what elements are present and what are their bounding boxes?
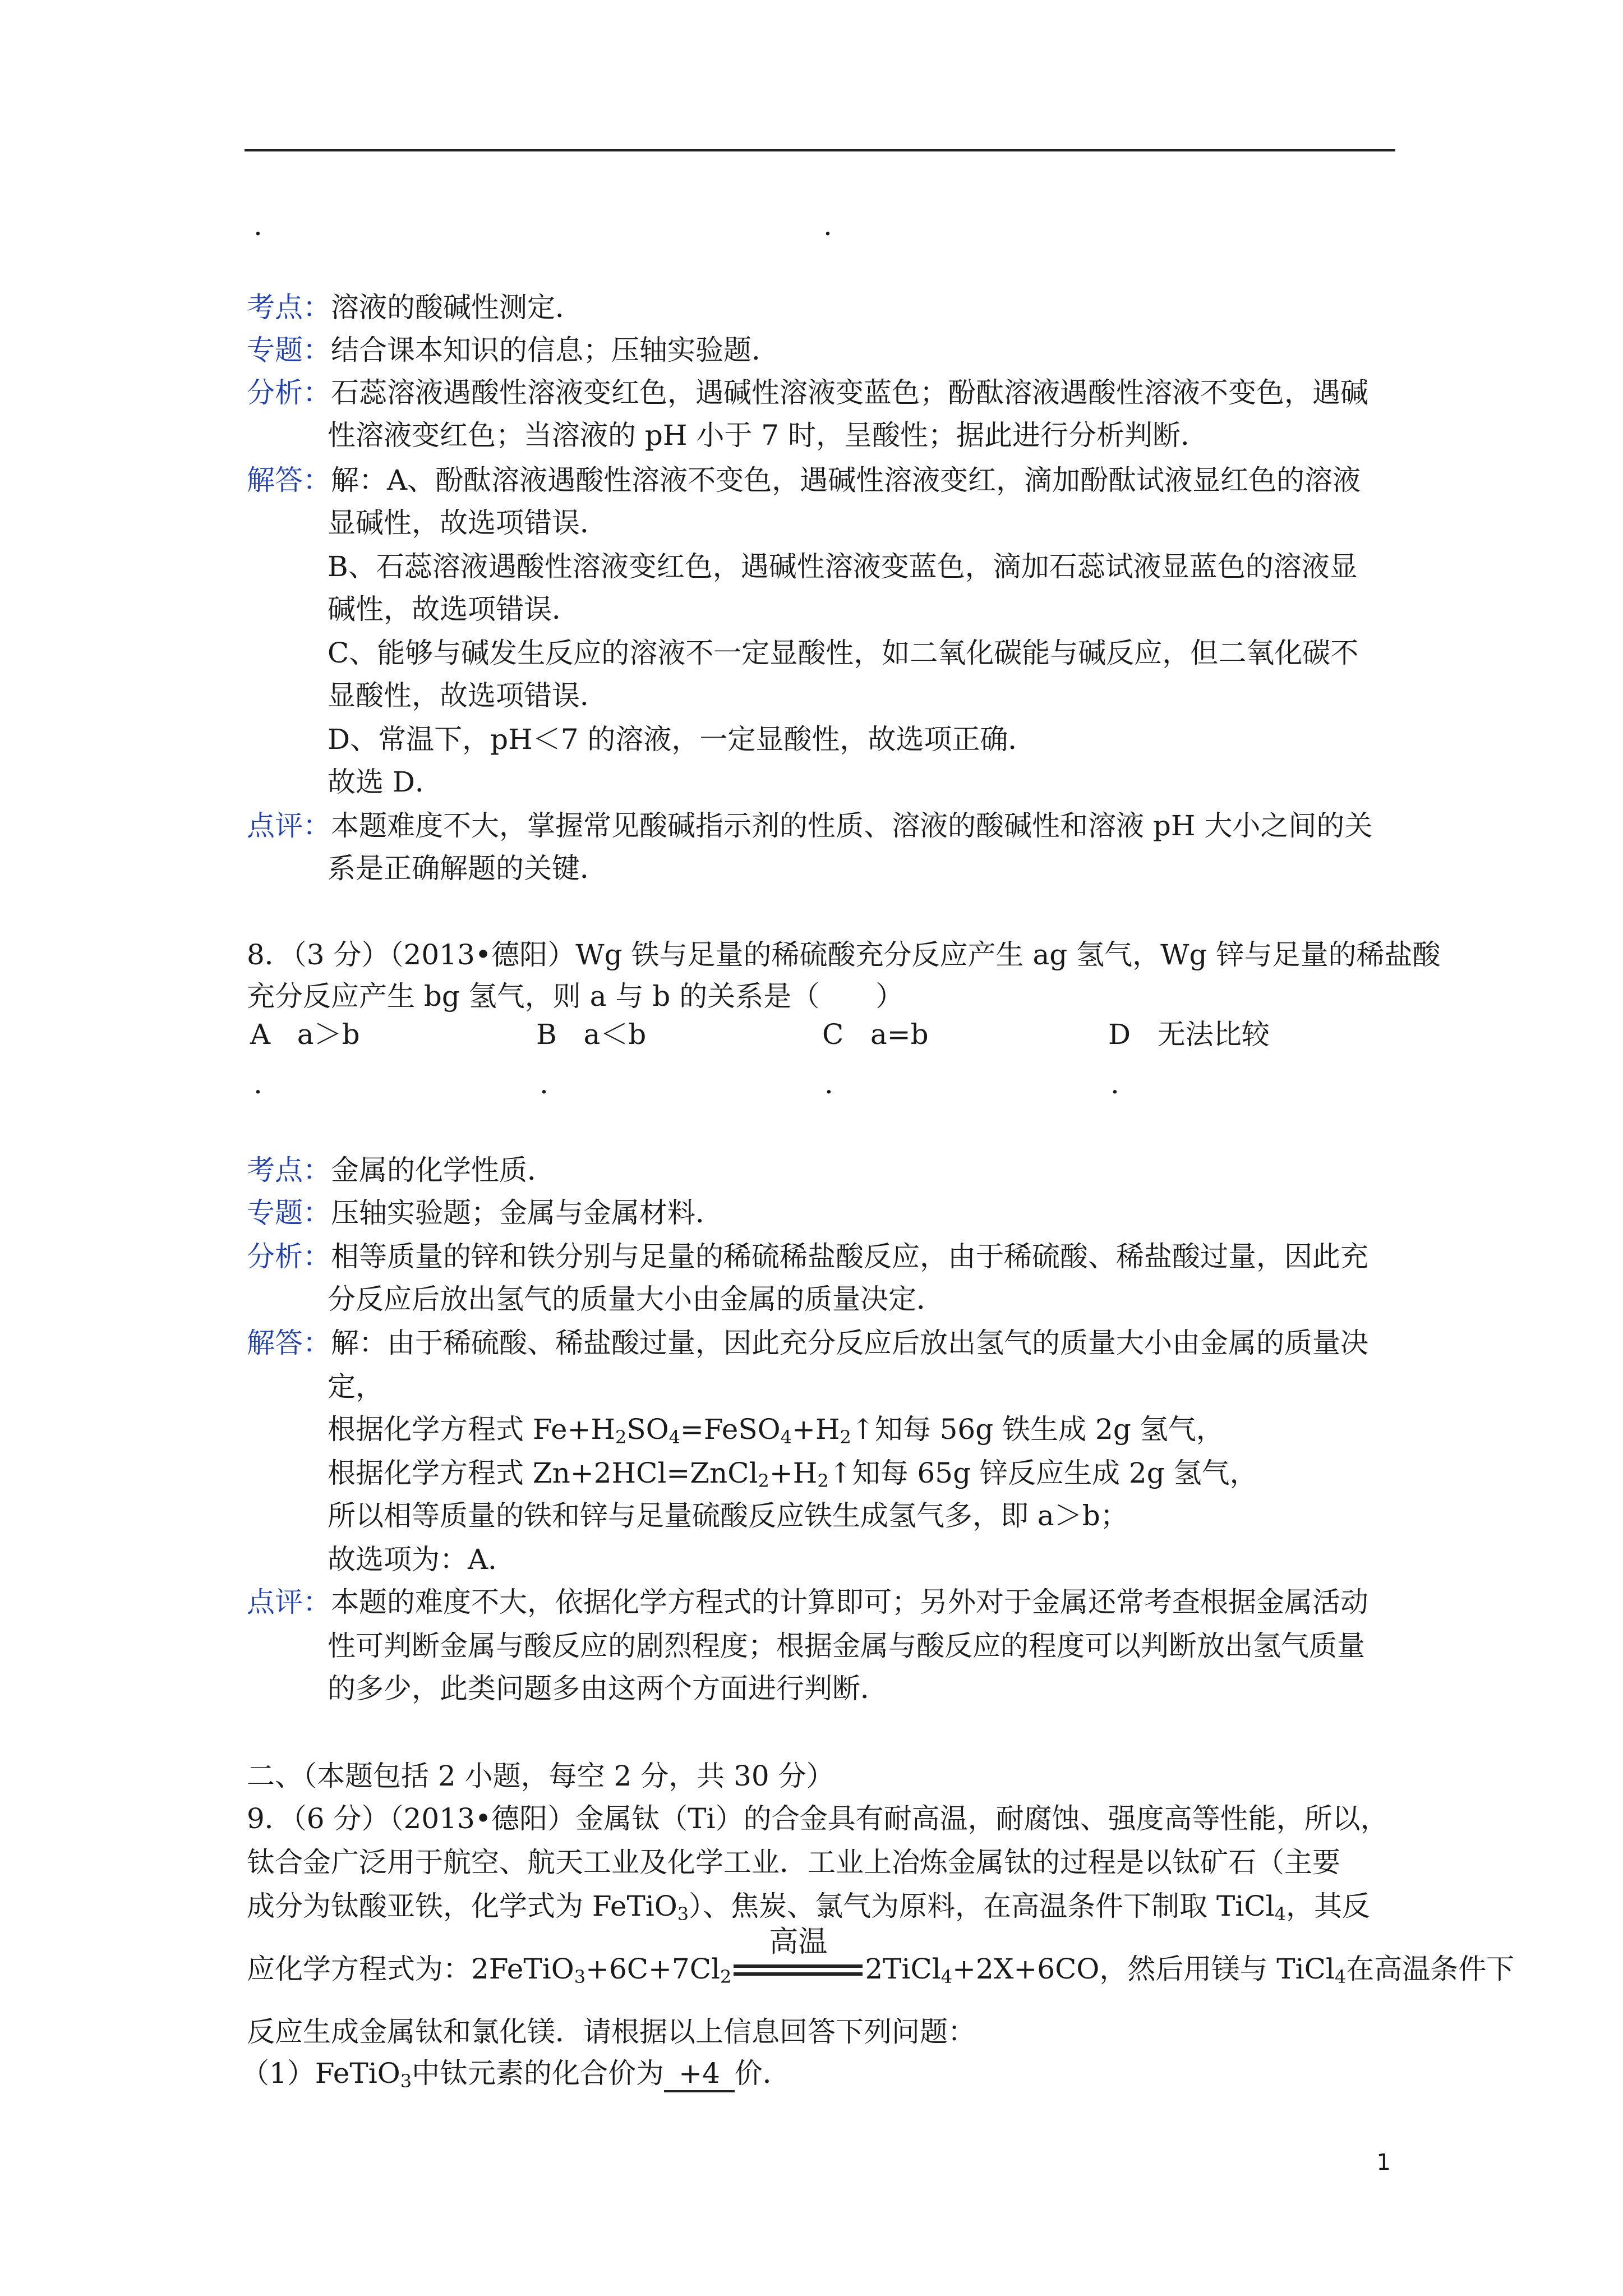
reaction-equation: 应化学方程式为：$2FeTiO_3+6C+7Cl_2$ 高温 2TiCl$_4$+2X+6CO，然后用镁与 TiCl$_4$在高温条件下 bbox=[247, 1925, 1515, 1987]
option-letter: C bbox=[822, 1018, 844, 1051]
kaodian-row bbox=[247, 287, 583, 328]
section-title: 二、（本题包括 2 小题，每空 2 分，共 30 分） bbox=[247, 1760, 834, 1792]
question-stem: 9．（6 分）（2013•德阳）金属钛（Ti）的合金具有耐高温，耐腐蚀、强度高等性能，所以， bbox=[247, 1802, 1389, 1835]
jieda-text: 显碱性，故选项错误． bbox=[328, 507, 608, 539]
jieda-text: 解：A、酚酞溶液遇酸性溶液不变色，遇碱性溶液变红，滴加酚酞试液显红色的溶液 bbox=[331, 464, 1361, 496]
reaction-condition-arrow bbox=[734, 1925, 863, 1982]
jieda-text: 解：由于稀硫酸、稀盐酸过量，因此充分反应后放出氢气的质量大小由金属的质量决 bbox=[331, 1327, 1368, 1359]
jieda-text: 碱性，故选项错误． bbox=[328, 593, 580, 625]
jieda-equation-2: 根据化学方程式 $Zn+2HCl=ZnCl_2+H_2↑$知每 65g 锌反应生成 2g 氢气， bbox=[328, 1457, 1258, 1492]
answer-blank[interactable]: +4 bbox=[664, 2056, 735, 2092]
jieda-label: 解答： bbox=[247, 1327, 331, 1359]
fenxi-text: 分反应后放出氢气的质量大小由金属的质量决定． bbox=[328, 1283, 944, 1315]
option-text: a＜b bbox=[583, 1018, 647, 1051]
dianping-text: 系是正确解题的关键． bbox=[328, 852, 608, 885]
jieda-text: C、能够与碱发生反应的溶液不一定显酸性，如二氧化碳能与碱反应，但二氧化碳不 bbox=[328, 637, 1359, 669]
option-letter: A bbox=[250, 1018, 271, 1051]
option-text: a=b bbox=[870, 1018, 929, 1051]
option-dot: . bbox=[253, 209, 262, 242]
dianping-row bbox=[247, 806, 1372, 846]
zhuanti-text: 结合课本知识的信息；压轴实验题． bbox=[331, 334, 780, 366]
zhuanti-text: 压轴实验题；金属与金属材料． bbox=[331, 1197, 723, 1229]
fenxi-label: 分析： bbox=[247, 1240, 331, 1273]
dianping-text: 的多少，此类问题多由这两个方面进行判断． bbox=[328, 1672, 888, 1705]
option-b[interactable] bbox=[536, 1014, 646, 1055]
option-dot: . bbox=[540, 1068, 548, 1100]
option-a[interactable] bbox=[250, 1014, 360, 1055]
kaodian-row bbox=[247, 1150, 555, 1190]
option-dot: . bbox=[1110, 1068, 1119, 1100]
question-stem: 钛合金广泛用于航空、航天工业及化学工业．工业上冶炼金属钛的过程是以钛矿石（主要 bbox=[247, 1846, 1340, 1879]
question-stem: 成分为钛酸亚铁，化学式为 FeTiO$_3$）、焦炭、氯气为原料，在高温条件下制取 TiCl$_4$，其反 bbox=[247, 1890, 1370, 1925]
zhuanti-label: 专题： bbox=[247, 334, 331, 366]
dianping-text: 本题的难度不大，依据化学方程式的计算即可；另外对于金属还常考查根据金属活动 bbox=[331, 1586, 1368, 1618]
dianping-row bbox=[247, 1582, 1368, 1622]
fenxi-row bbox=[247, 1236, 1368, 1277]
sub-question-1: （1）FeTiO$_3$中钛元素的化合价为 +4 价． bbox=[241, 2057, 791, 2092]
jieda-text: B、石蕊溶液遇酸性溶液变红色，遇碱性溶液变蓝色，滴加石蕊试液显蓝色的溶液显 bbox=[328, 550, 1358, 583]
jieda-row bbox=[247, 1323, 1368, 1363]
jieda-text: 故选 D． bbox=[328, 766, 443, 798]
zhuanti-label: 专题： bbox=[247, 1197, 331, 1229]
jieda-label: 解答： bbox=[247, 464, 331, 496]
kaodian-text: 金属的化学性质． bbox=[331, 1154, 555, 1186]
reaction-condition: 高温 bbox=[769, 1925, 828, 1959]
option-d[interactable] bbox=[1108, 1014, 1270, 1055]
question-stem: 充分反应产生 bg 氢气，则 a 与 b 的关系是（ ） bbox=[247, 980, 904, 1013]
option-text: a＞b bbox=[297, 1018, 360, 1051]
option-letter: D bbox=[1108, 1018, 1131, 1051]
kaodian-label: 考点： bbox=[247, 291, 331, 324]
dianping-label: 点评： bbox=[247, 809, 331, 842]
fenxi-text: 石蕊溶液遇酸性溶液变红色，遇碱性溶液变蓝色；酚酞溶液遇酸性溶液不变色，遇碱 bbox=[331, 376, 1368, 409]
kaodian-text: 溶液的酸碱性测定． bbox=[331, 291, 583, 324]
jieda-text: 所以相等质量的铁和锌与足量硫酸反应铁生成氢气多，即 a＞b； bbox=[328, 1499, 1128, 1532]
kaodian-label: 考点： bbox=[247, 1154, 331, 1186]
fenxi-text: 性溶液变红色；当溶液的 pH 小于 7 时，呈酸性；据此进行分析判断． bbox=[328, 419, 1209, 452]
header-rule bbox=[245, 149, 1395, 151]
fenxi-text: 相等质量的锌和铁分别与足量的稀硫稀盐酸反应，由于稀硫酸、稀盐酸过量，因此充 bbox=[331, 1240, 1368, 1273]
option-text: 无法比较 bbox=[1157, 1018, 1270, 1051]
option-letter: B bbox=[536, 1018, 557, 1051]
jieda-row bbox=[247, 460, 1361, 500]
dianping-label: 点评： bbox=[247, 1586, 331, 1618]
jieda-text: 故选项为：A． bbox=[328, 1543, 517, 1576]
jieda-text: 定， bbox=[328, 1370, 384, 1403]
question-stem: 8．（3 分）（2013•德阳）Wg 铁与足量的稀硫酸充分反应产生 ag 氢气，Wg 锌与足量的稀盐酸 bbox=[247, 938, 1441, 971]
dianping-text: 本题难度不大，掌握常见酸碱指示剂的性质、溶液的酸碱性和溶液 pH 大小之间的关 bbox=[331, 809, 1373, 842]
zhuanti-row bbox=[247, 1193, 723, 1233]
fenxi-row bbox=[247, 372, 1368, 413]
jieda-text: 显酸性，故选项错误． bbox=[328, 679, 608, 712]
jieda-equation-1: 根据化学方程式 $Fe+H_2SO_4=FeSO_4+H_2↑$知每 56g 铁生成 2g 氢气， bbox=[328, 1413, 1224, 1448]
fenxi-label: 分析： bbox=[247, 376, 331, 409]
option-dot: . bbox=[823, 209, 832, 242]
jieda-text: D、常温下，pH＜7 的溶液，一定显酸性，故选项正确． bbox=[328, 723, 1036, 756]
page-number: 1 bbox=[1376, 2150, 1391, 2175]
zhuanti-row bbox=[247, 330, 780, 370]
dianping-text: 性可判断金属与酸反应的剧烈程度；根据金属与酸反应的程度可以判断放出氢气质量 bbox=[328, 1630, 1365, 1662]
option-dot: . bbox=[253, 1068, 262, 1100]
option-dot: . bbox=[824, 1068, 833, 1100]
option-c[interactable] bbox=[822, 1014, 929, 1055]
question-stem: 反应生成金属钛和氯化镁．请根据以上信息回答下列问题： bbox=[247, 2016, 976, 2048]
